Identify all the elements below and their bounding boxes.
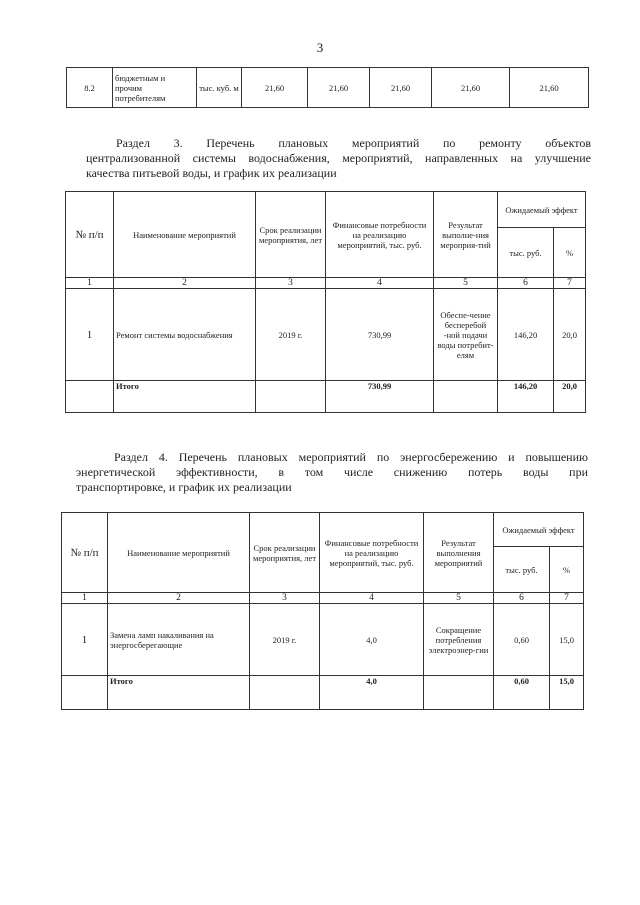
header-finance: Финансовые потребности на реализацию мероприятий, тыс. руб.: [326, 192, 434, 278]
row-finance: 4,0: [320, 604, 424, 676]
section-4-heading-line: транспортировке, и график их реализации: [76, 480, 292, 494]
header-effect-rub: тыс. руб.: [498, 228, 554, 278]
col-index: 2: [108, 593, 250, 604]
header-effect-pct: %: [554, 228, 586, 278]
section-3-table: [65, 191, 586, 413]
col-index: 6: [498, 278, 554, 289]
header-num: № п/п: [66, 192, 114, 278]
table-row: [67, 68, 589, 108]
row-value: 21,60: [510, 68, 589, 108]
total-label: Итого: [114, 381, 256, 413]
header-effect: Ожидаемый эффект: [494, 513, 584, 547]
total-finance: 4,0: [320, 676, 424, 710]
column-index-row: [62, 593, 584, 604]
col-index: 5: [424, 593, 494, 604]
col-index: 3: [250, 593, 320, 604]
col-index: 5: [434, 278, 498, 289]
row-effect-pct: 20,0: [554, 289, 586, 381]
header-effect-rub: тыс. руб.: [494, 547, 550, 593]
row-value: 21,60: [370, 68, 432, 108]
col-index: 4: [326, 278, 434, 289]
col-index: 4: [320, 593, 424, 604]
row-value: 21,60: [432, 68, 510, 108]
header-result: Результат выполне-ния мероприя-тий: [434, 192, 498, 278]
header-finance: Финансовые потребности на реализацию мероприятий, тыс. руб.: [320, 513, 424, 593]
row-result: Обеспе-чение бесперебой -ной подачи воды потребит-елям: [434, 289, 498, 381]
total-finance: 730,99: [326, 381, 434, 413]
col-index: 2: [114, 278, 256, 289]
row-effect-pct: 15,0: [550, 604, 584, 676]
total-effect-pct: 15,0: [550, 676, 584, 710]
header-name: Наименование мероприятий: [108, 513, 250, 593]
row-term: 2019 г.: [250, 604, 320, 676]
section-3-heading-line: качества питьевой воды, и график их реализации: [86, 166, 337, 180]
header-result: Результат выполнения мероприятий: [424, 513, 494, 593]
row-number: 1: [62, 604, 108, 676]
header-effect-pct: %: [550, 547, 584, 593]
header-effect: Ожидаемый эффект: [498, 192, 586, 228]
total-row: [66, 381, 586, 413]
section-3-heading-line: Раздел 3. Перечень плановых мероприятий по ремонту объектов: [116, 136, 591, 150]
header-term: Срок реализации мероприятия, лет: [250, 513, 320, 593]
row-finance: 730,99: [326, 289, 434, 381]
section-4-heading-line: энергетической эффективности, в том числе снижению потерь воды при: [76, 465, 588, 479]
row-name: Ремонт системы водоснабжения: [114, 289, 256, 381]
section-4-heading-line: Раздел 4. Перечень плановых мероприятий по энергосбережению и повышению: [114, 450, 588, 464]
total-effect-rub: 146,20: [498, 381, 554, 413]
row-result: Сокращение потребления электроэнер-гии: [424, 604, 494, 676]
row-effect-rub: 0,60: [494, 604, 550, 676]
continuation-table: [66, 67, 589, 108]
column-index-row: [66, 278, 586, 289]
col-index: 6: [494, 593, 550, 604]
header-name: Наименование мероприятий: [114, 192, 256, 278]
col-index: 1: [66, 278, 114, 289]
row-value: 21,60: [242, 68, 308, 108]
row-name: бюджетным и прочим потребителям: [113, 68, 197, 108]
total-effect-rub: 0,60: [494, 676, 550, 710]
col-index: 3: [256, 278, 326, 289]
table-row: [62, 604, 584, 676]
row-value: 21,60: [308, 68, 370, 108]
row-number: 1: [66, 289, 114, 381]
col-index: 7: [554, 278, 586, 289]
row-unit: тыс. куб. м: [197, 68, 242, 108]
total-row: [62, 676, 584, 710]
header-num: № п/п: [62, 513, 108, 593]
section-3-heading-line: централизованной системы водоснабжения, мероприятий, направленных на улучшение: [86, 151, 591, 165]
section-3-heading: [86, 136, 591, 181]
header-term: Срок реализации мероприятия, лет: [256, 192, 326, 278]
col-index: 7: [550, 593, 584, 604]
total-effect-pct: 20,0: [554, 381, 586, 413]
row-effect-rub: 146,20: [498, 289, 554, 381]
page-number: 3: [316, 40, 324, 55]
row-name: Замена ламп накаливания на энергосберегающие: [108, 604, 250, 676]
row-term: 2019 г.: [256, 289, 326, 381]
table-row: [66, 289, 586, 381]
section-4-heading: [76, 450, 588, 495]
section-4-table: [61, 512, 584, 710]
total-label: Итого: [108, 676, 250, 710]
col-index: 1: [62, 593, 108, 604]
row-number: 8.2: [67, 68, 113, 108]
